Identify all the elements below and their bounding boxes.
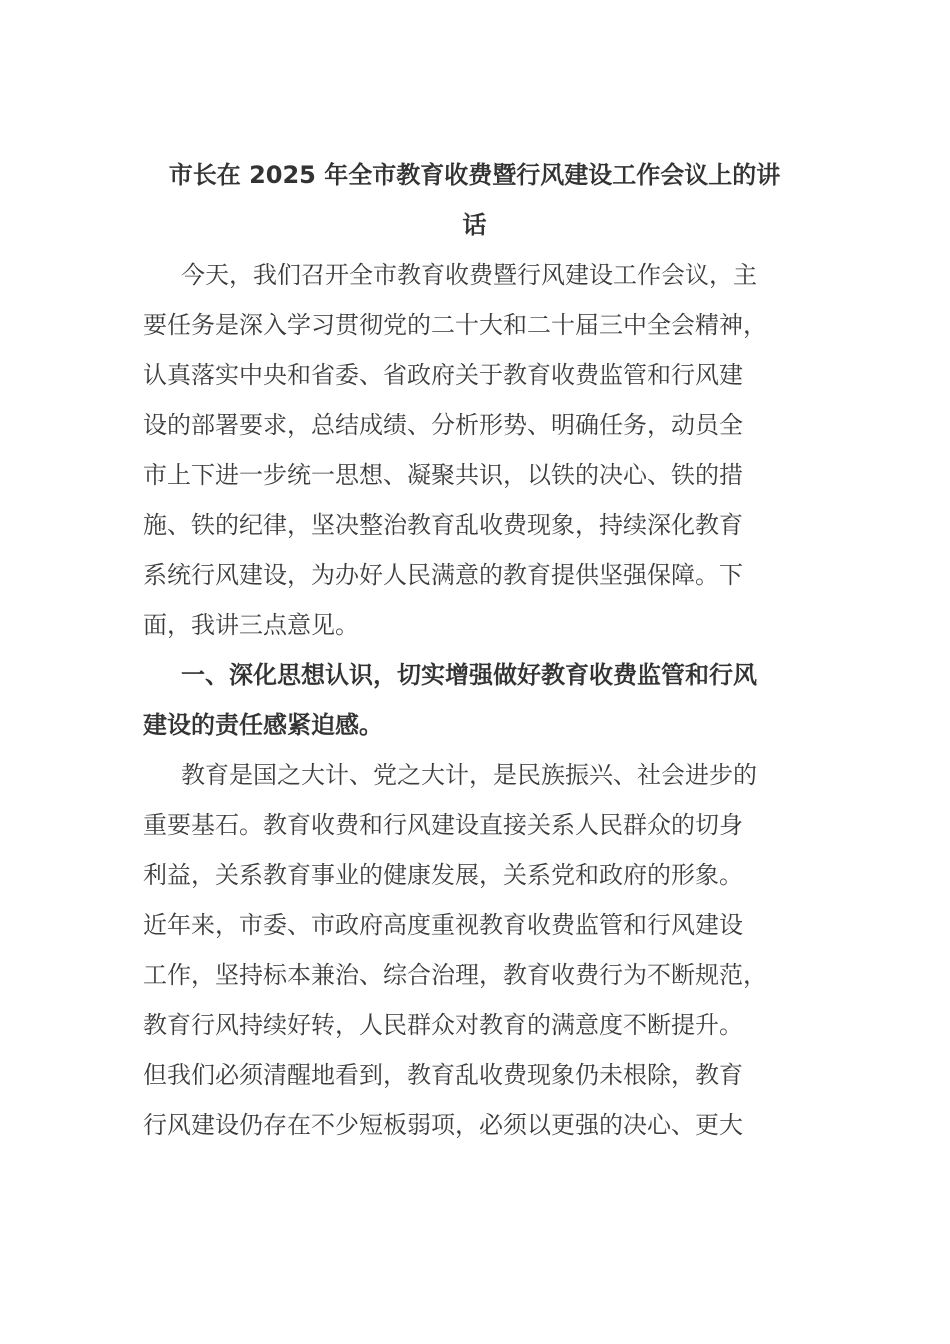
document-title [143, 150, 806, 250]
paragraph-line: 行风建设仍存在不少短板弱项，必须以更强的决心、更大 [143, 1111, 743, 1139]
document-content [143, 150, 806, 1150]
paragraph-line: 工作，坚持标本兼治、综合治理，教育收费行为不断规范， [143, 961, 767, 989]
paragraph-line: 今天，我们召开全市教育收费暨行风建设工作会议，主 [181, 261, 757, 289]
heading-line: 一、深化思想认识，切实增强做好教育收费监管和行风 [181, 661, 757, 689]
paragraph-line: 市上下进一步统一思想、凝聚共识，以铁的决心、铁的措 [143, 461, 743, 489]
paragraph-line: 设的部署要求，总结成绩、分析形势、明确任务，动员全 [143, 411, 743, 439]
paragraph-line: 施、铁的纪律，坚决整治教育乱收费现象，持续深化教育 [143, 511, 743, 539]
paragraph-line: 认真落实中央和省委、省政府关于教育收费监管和行风建 [143, 361, 743, 389]
paragraph-line: 要任务是深入学习贯彻党的二十大和二十届三中全会精神， [143, 311, 767, 339]
paragraph-line: 面，我讲三点意见。 [143, 611, 359, 639]
intro-paragraph [143, 250, 806, 650]
title-line: 市长在 2025 年全市教育收费暨行风建设工作会议上的讲 [168, 161, 781, 189]
paragraph-line: 系统行风建设，为办好人民满意的教育提供坚强保障。下 [143, 561, 743, 589]
paragraph-line: 重要基石。教育收费和行风建设直接关系人民群众的切身 [143, 811, 743, 839]
section-body-paragraph [143, 750, 806, 1150]
paragraph-line: 教育行风持续好转，人民群众对教育的满意度不断提升。 [143, 1011, 743, 1039]
heading-line: 建设的责任感紧迫感。 [143, 711, 383, 739]
paragraph-line: 近年来，市委、市政府高度重视教育收费监管和行风建设 [143, 911, 743, 939]
section-heading [143, 650, 806, 750]
title-line: 话 [462, 211, 487, 239]
paragraph-line: 教育是国之大计、党之大计，是民族振兴、社会进步的 [181, 761, 757, 789]
paragraph-line: 但我们必须清醒地看到，教育乱收费现象仍未根除，教育 [143, 1061, 743, 1089]
paragraph-line: 利益，关系教育事业的健康发展，关系党和政府的形象。 [143, 861, 743, 889]
